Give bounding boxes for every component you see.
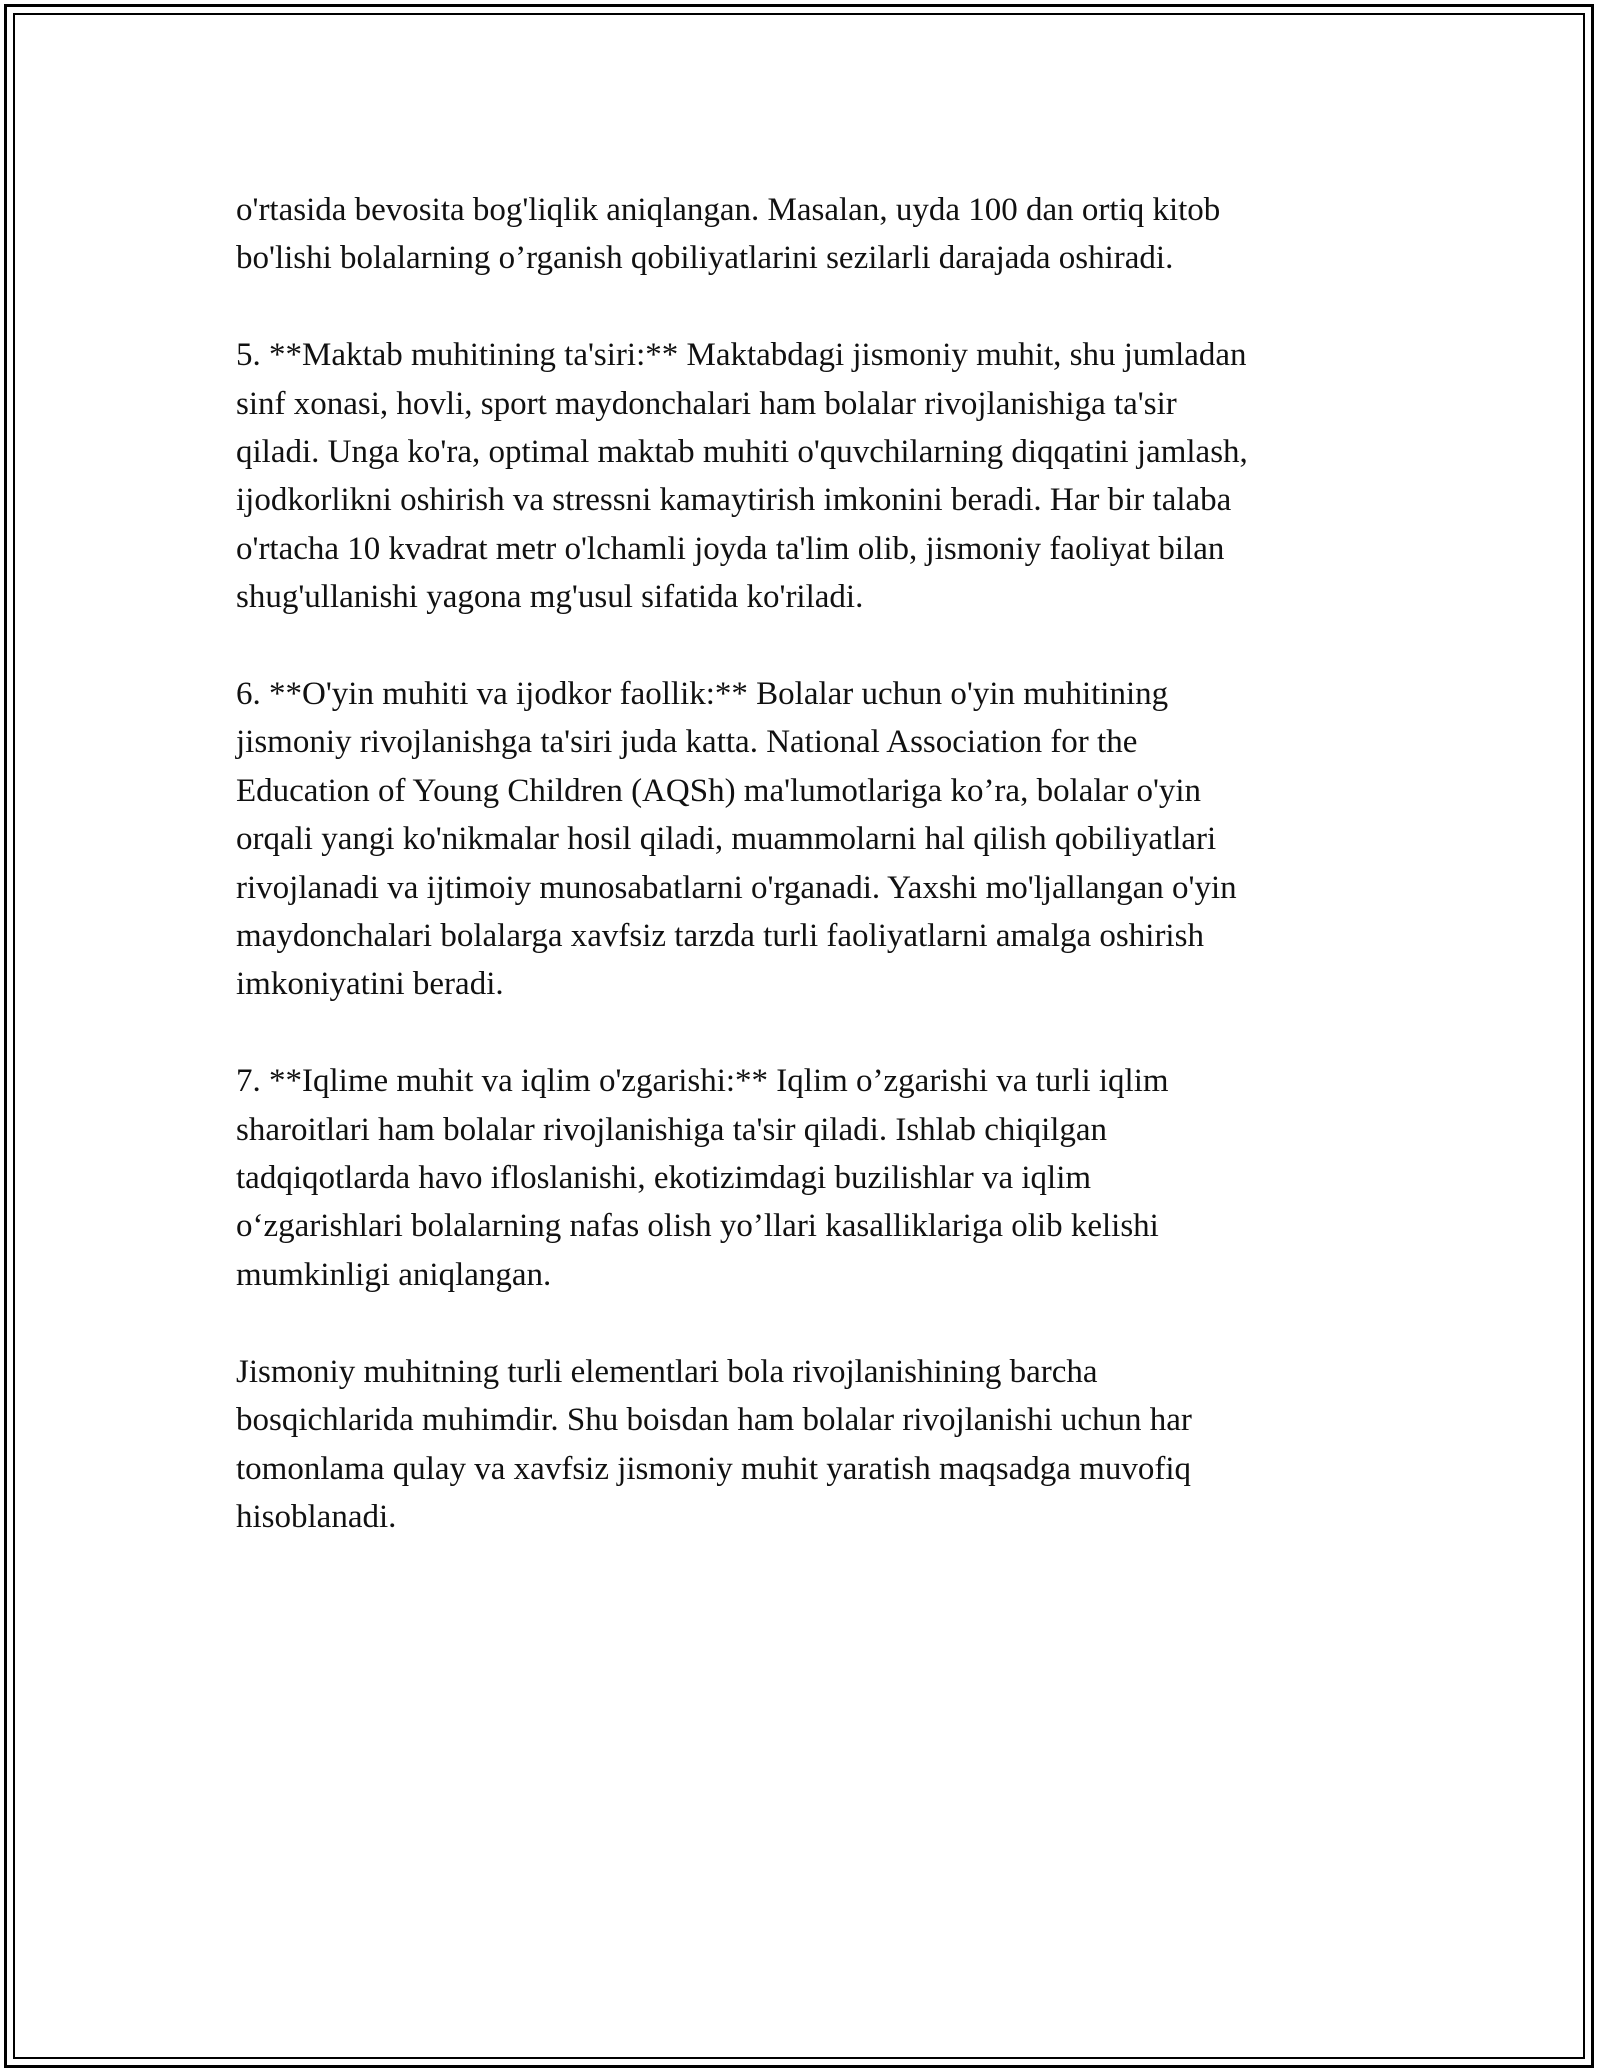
paragraph-item-5-school-environment: 5. **Maktab muhitining ta'siri:** Maktabdagi jismoniy muhit, shu jumladan sinf xonasi, hovli, sport maydonchalari ham bolalar rivojlanishiga ta'sir qiladi. Unga ko'ra, optimal maktab muhiti o'quvchilarning diqqatini jamlash, ijodkorlikni oshirish va stressni kamaytirish imkonini beradi. Har bir talaba o'rtacha 10 kvadrat metr o'lchamli joyda ta'lim olib, jismoniy faoliyat bilan shug'ullanishi yagona mg'usul sifatida ko'riladi. bbox=[236, 337, 1248, 616]
paragraph-conclusion: Jismoniy muhitning turli elementlari bola rivojlanishining barcha bosqichlarida muhimdir. Shu boisdan ham bolalar rivojlanishi uchun har tomonlama qulay va xavfsiz jismoniy muhit yaratish maqsadga muvofiq hisoblanadi. bbox=[236, 1353, 1192, 1535]
document-body bbox=[236, 186, 1386, 1590]
paragraph-continuation: o'rtasida bevosita bog'liqlik aniqlangan. Masalan, uyda 100 dan ortiq kitob bo'lishi bolalarning o’rganish qobiliyatlarini sezilarli darajada oshiradi. bbox=[236, 192, 1221, 277]
paragraph-item-7-climate: 7. **Iqlime muhit va iqlim o'zgarishi:** Iqlim o’zgarishi va turli iqlim sharoitlari ham bolalar rivojlanishiga ta'sir qiladi. Ishlab chiqilgan tadqiqotlarda havo ifloslanishi, ekotizimdagi buzilishlar va iqlim o‘zgarishlari bolalarning nafas olish yo’llari kasalliklariga olib kelishi mumkinligi aniqlangan. bbox=[236, 1063, 1169, 1293]
paragraph-item-6-play-environment: 6. **O'yin muhiti va ijodkor faollik:** Bolalar uchun o'yin muhitining jismoniy rivojlanishga ta'siri juda katta. National Association for the Education of Young Children (AQSh) ma'lumotlariga ko’ra, bolalar o'yin orqali yangi ko'nikmalar hosil qiladi, muammolarni hal qilish qobiliyatlari rivojlanadi va ijtimoiy munosabatlarni o'rganadi. Yaxshi mo'ljallangan o'yin maydonchalari bolalarga xavfsiz tarzda turli faoliyatlarni amalga oshirish imkoniyatini beradi. bbox=[236, 676, 1237, 1003]
